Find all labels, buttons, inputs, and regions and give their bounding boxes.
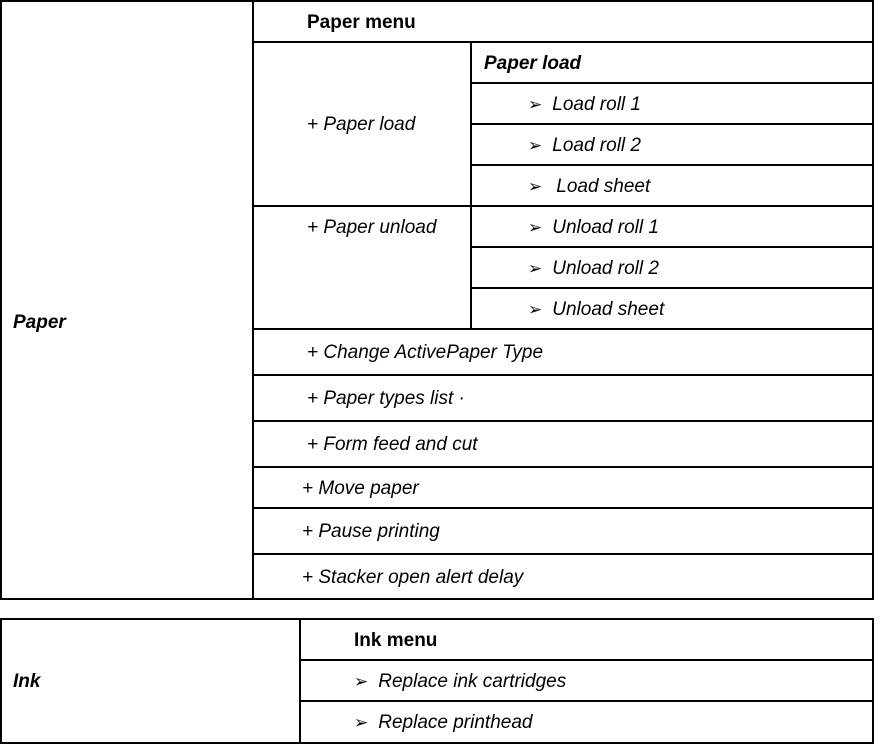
unload-roll-2-label: Unload roll 2 <box>552 257 659 279</box>
paper-load-header: Paper load <box>484 52 582 74</box>
arrow-bullet-icon: ➢ <box>528 135 543 155</box>
arrow-bullet-icon: ➢ <box>528 299 543 319</box>
form-feed-and-cut-option[interactable]: + Form feed and cut <box>307 434 478 455</box>
load-sheet-item[interactable] <box>528 166 650 206</box>
replace-printhead-label: Replace printhead <box>378 712 533 733</box>
replace-ink-cartridges-label: Replace ink cartridges <box>378 670 567 692</box>
arrow-bullet-icon: ➢ <box>528 94 543 114</box>
paper-unload-option[interactable]: + Paper unload <box>307 216 437 238</box>
paper-types-list-option[interactable]: + Paper types list · <box>307 388 465 409</box>
pause-printing-option[interactable]: + Pause printing <box>302 521 440 542</box>
stacker-open-alert-delay-option[interactable]: + Stacker open alert delay <box>302 566 524 588</box>
change-active-paper-type-option[interactable]: + Change ActivePaper Type <box>307 342 544 363</box>
paper-load-option[interactable]: + Paper load <box>307 113 416 135</box>
arrow-bullet-icon: ➢ <box>528 217 543 237</box>
replace-printhead-item[interactable] <box>354 702 532 743</box>
unload-roll-2-item[interactable] <box>528 248 659 288</box>
arrow-bullet-icon: ➢ <box>528 258 543 278</box>
load-sheet-label: Load sheet <box>556 175 651 197</box>
move-paper-option[interactable]: + Move paper <box>302 477 419 499</box>
unload-roll-1-item[interactable] <box>528 207 659 247</box>
arrow-bullet-icon: ➢ <box>528 176 543 196</box>
load-roll-2-label: Load roll 2 <box>552 134 641 156</box>
load-roll-1-label: Load roll 1 <box>552 93 641 115</box>
unload-sheet-item[interactable] <box>528 289 664 329</box>
load-roll-2-item[interactable] <box>528 125 641 165</box>
paper-menu-header: Paper menu <box>307 11 416 33</box>
category-paper: Paper <box>13 311 66 333</box>
arrow-bullet-icon: ➢ <box>354 671 369 691</box>
unload-roll-1-label: Unload roll 1 <box>552 216 659 238</box>
arrow-bullet-icon: ➢ <box>354 713 369 732</box>
load-roll-1-item[interactable] <box>528 84 641 124</box>
replace-ink-cartridges-item[interactable] <box>354 661 566 701</box>
unload-sheet-label: Unload sheet <box>552 298 665 320</box>
category-ink: Ink <box>13 670 41 692</box>
ink-menu-header: Ink menu <box>354 629 438 651</box>
